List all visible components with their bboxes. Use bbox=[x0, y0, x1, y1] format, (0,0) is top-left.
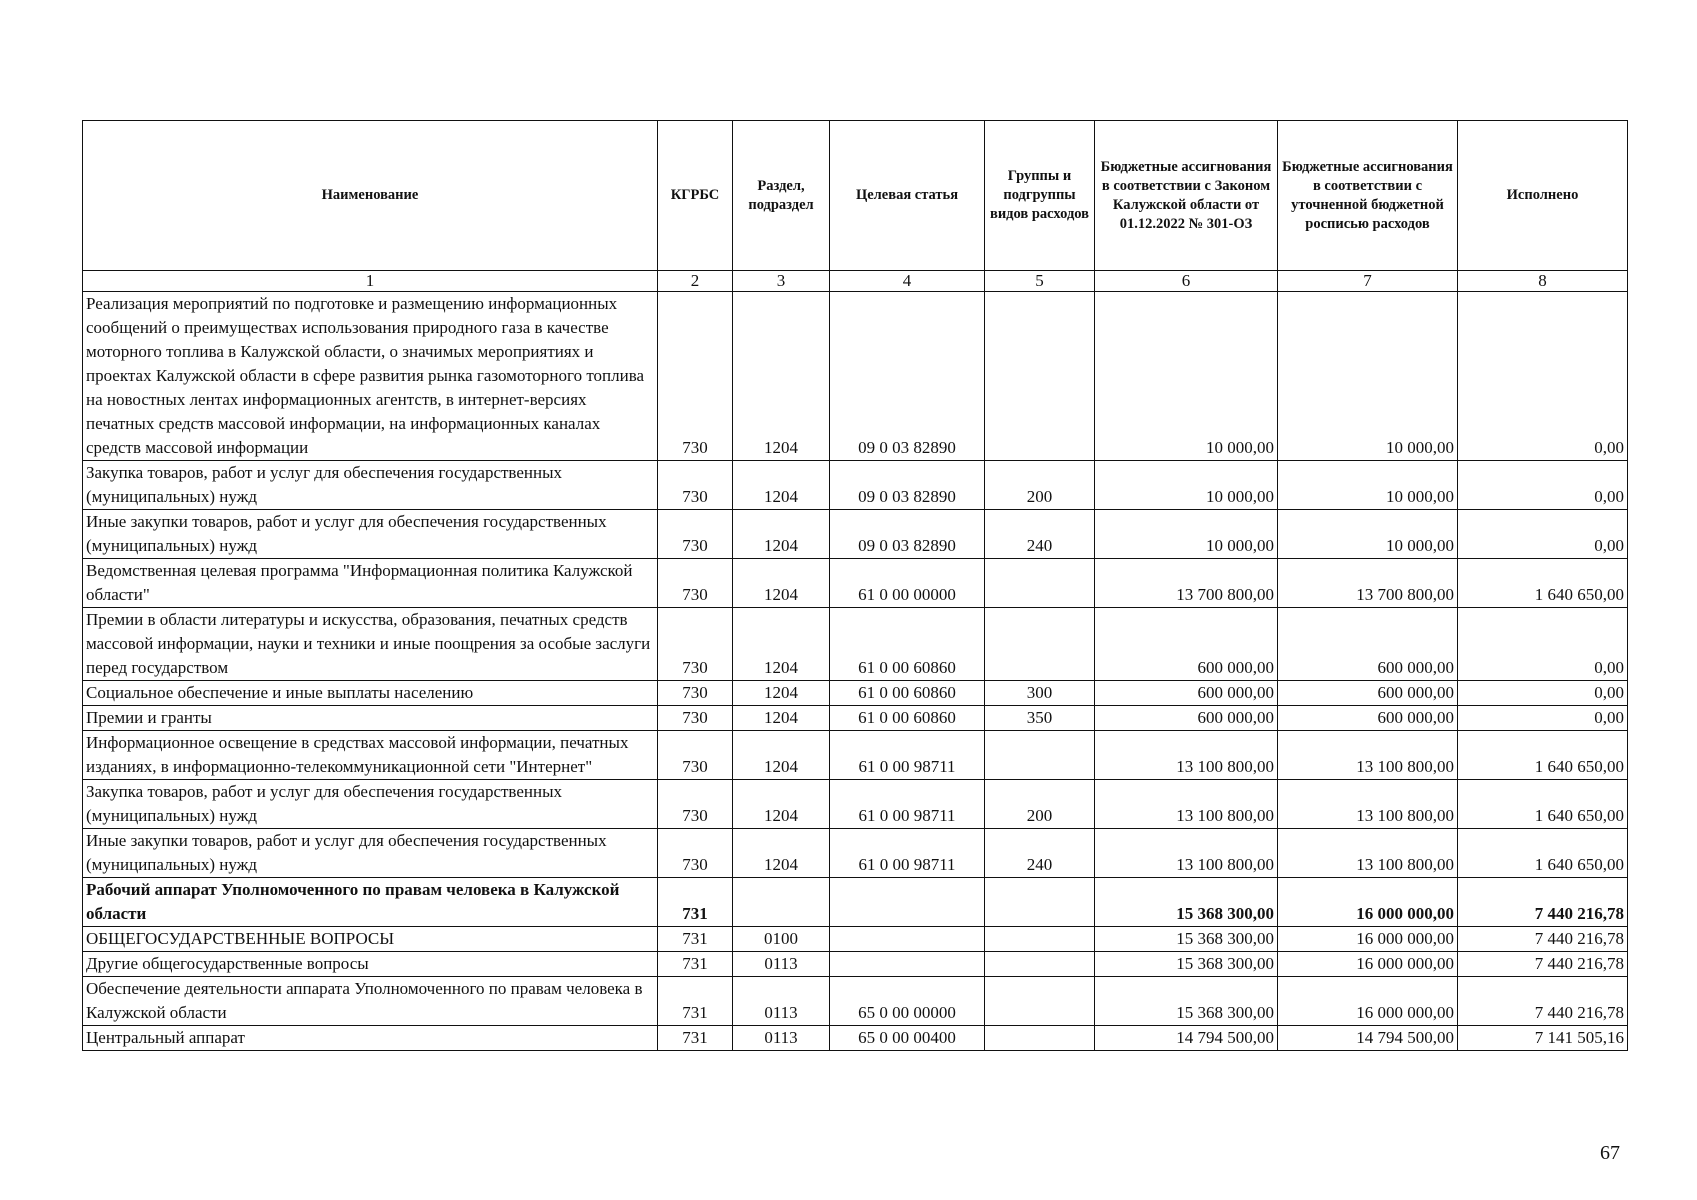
table-row bbox=[83, 927, 1628, 952]
row-target-article: 61 0 00 60860 bbox=[830, 706, 985, 731]
column-number: 1 bbox=[83, 271, 658, 292]
row-refined-allocation: 16 000 000,00 bbox=[1278, 977, 1458, 1026]
table-row bbox=[83, 780, 1628, 829]
row-kgrbs: 730 bbox=[658, 608, 733, 681]
row-name: Центральный аппарат bbox=[83, 1026, 658, 1051]
row-kgrbs: 730 bbox=[658, 829, 733, 878]
row-executed: 0,00 bbox=[1458, 706, 1628, 731]
row-refined-allocation: 14 794 500,00 bbox=[1278, 1026, 1458, 1051]
row-section: 1204 bbox=[733, 731, 830, 780]
row-kgrbs: 730 bbox=[658, 681, 733, 706]
row-section: 1204 bbox=[733, 706, 830, 731]
row-name: Обеспечение деятельности аппарата Уполномоченного по правам человека в Калужской области bbox=[83, 977, 658, 1026]
column-number: 4 bbox=[830, 271, 985, 292]
row-executed: 1 640 650,00 bbox=[1458, 559, 1628, 608]
row-target-article bbox=[830, 952, 985, 977]
row-executed: 0,00 bbox=[1458, 292, 1628, 461]
row-section: 1204 bbox=[733, 510, 830, 559]
row-expense-group bbox=[985, 1026, 1095, 1051]
row-kgrbs: 731 bbox=[658, 1026, 733, 1051]
row-name: Реализация мероприятий по подготовке и размещению информационных сообщений о преимуществах использования природного газа в качестве моторного топлива в Калужской области, о значимых мероприятиях и проектах Калужской области в сфере развития рынка газомоторного топлива на новостных лентах информационных агентств, в интернет-версиях печатных средств массовой информации, на информационных каналах средств массовой информации bbox=[83, 292, 658, 461]
row-refined-allocation: 10 000,00 bbox=[1278, 461, 1458, 510]
header-law-allocation: Бюджетные ассигнования в соответствии с Законом Калужской области от 01.12.2022 № 301-ОЗ bbox=[1095, 121, 1278, 271]
row-section: 1204 bbox=[733, 780, 830, 829]
row-expense-group: 200 bbox=[985, 461, 1095, 510]
row-name: Рабочий аппарат Уполномоченного по правам человека в Калужской области bbox=[83, 878, 658, 927]
row-section: 1204 bbox=[733, 292, 830, 461]
row-expense-group bbox=[985, 927, 1095, 952]
row-name: Премии в области литературы и искусства, образования, печатных средств массовой информации, науки и техники и иные поощрения за особые заслуги перед государством bbox=[83, 608, 658, 681]
row-section: 0113 bbox=[733, 952, 830, 977]
row-refined-allocation: 13 100 800,00 bbox=[1278, 780, 1458, 829]
row-refined-allocation: 600 000,00 bbox=[1278, 608, 1458, 681]
table-row bbox=[83, 461, 1628, 510]
row-kgrbs: 730 bbox=[658, 510, 733, 559]
table-row bbox=[83, 829, 1628, 878]
header-name: Наименование bbox=[83, 121, 658, 271]
row-law-allocation: 10 000,00 bbox=[1095, 292, 1278, 461]
row-expense-group bbox=[985, 608, 1095, 681]
row-law-allocation: 600 000,00 bbox=[1095, 608, 1278, 681]
budget-table bbox=[82, 120, 1628, 1051]
table-row bbox=[83, 608, 1628, 681]
row-name: Информационное освещение в средствах массовой информации, печатных изданиях, в информационно-телекоммуникационной сети "Интернет" bbox=[83, 731, 658, 780]
row-kgrbs: 730 bbox=[658, 292, 733, 461]
row-law-allocation: 15 368 300,00 bbox=[1095, 927, 1278, 952]
column-number: 3 bbox=[733, 271, 830, 292]
row-name: Социальное обеспечение и иные выплаты населению bbox=[83, 681, 658, 706]
row-expense-group: 300 bbox=[985, 681, 1095, 706]
row-target-article bbox=[830, 878, 985, 927]
row-refined-allocation: 13 100 800,00 bbox=[1278, 731, 1458, 780]
row-refined-allocation: 16 000 000,00 bbox=[1278, 878, 1458, 927]
row-law-allocation: 600 000,00 bbox=[1095, 681, 1278, 706]
row-section: 1204 bbox=[733, 608, 830, 681]
table-row bbox=[83, 292, 1628, 461]
row-executed: 1 640 650,00 bbox=[1458, 780, 1628, 829]
row-name: Ведомственная целевая программа "Информационная политика Калужской области" bbox=[83, 559, 658, 608]
row-target-article: 09 0 03 82890 bbox=[830, 510, 985, 559]
row-law-allocation: 10 000,00 bbox=[1095, 461, 1278, 510]
table-row bbox=[83, 681, 1628, 706]
row-name: ОБЩЕГОСУДАРСТВЕННЫЕ ВОПРОСЫ bbox=[83, 927, 658, 952]
row-name: Закупка товаров, работ и услуг для обеспечения государственных (муниципальных) нужд bbox=[83, 461, 658, 510]
row-section: 1204 bbox=[733, 461, 830, 510]
row-law-allocation: 13 100 800,00 bbox=[1095, 731, 1278, 780]
row-law-allocation: 10 000,00 bbox=[1095, 510, 1278, 559]
row-target-article: 09 0 03 82890 bbox=[830, 292, 985, 461]
row-executed: 1 640 650,00 bbox=[1458, 731, 1628, 780]
row-kgrbs: 730 bbox=[658, 461, 733, 510]
row-executed: 0,00 bbox=[1458, 608, 1628, 681]
row-name: Иные закупки товаров, работ и услуг для обеспечения государственных (муниципальных) нужд bbox=[83, 829, 658, 878]
row-refined-allocation: 600 000,00 bbox=[1278, 681, 1458, 706]
row-section: 1204 bbox=[733, 681, 830, 706]
row-executed: 7 440 216,78 bbox=[1458, 952, 1628, 977]
row-expense-group bbox=[985, 977, 1095, 1026]
row-expense-group bbox=[985, 731, 1095, 780]
row-target-article: 09 0 03 82890 bbox=[830, 461, 985, 510]
row-expense-group bbox=[985, 559, 1095, 608]
row-target-article bbox=[830, 927, 985, 952]
row-name: Другие общегосударственные вопросы bbox=[83, 952, 658, 977]
row-target-article: 61 0 00 98711 bbox=[830, 780, 985, 829]
column-number: 7 bbox=[1278, 271, 1458, 292]
row-target-article: 61 0 00 98711 bbox=[830, 731, 985, 780]
row-kgrbs: 731 bbox=[658, 927, 733, 952]
row-expense-group bbox=[985, 952, 1095, 977]
table-row bbox=[83, 559, 1628, 608]
row-law-allocation: 15 368 300,00 bbox=[1095, 878, 1278, 927]
row-refined-allocation: 10 000,00 bbox=[1278, 510, 1458, 559]
row-expense-group: 350 bbox=[985, 706, 1095, 731]
row-kgrbs: 730 bbox=[658, 559, 733, 608]
row-section: 0113 bbox=[733, 977, 830, 1026]
column-number: 6 bbox=[1095, 271, 1278, 292]
row-refined-allocation: 600 000,00 bbox=[1278, 706, 1458, 731]
table-row bbox=[83, 731, 1628, 780]
row-section: 1204 bbox=[733, 559, 830, 608]
column-number: 5 bbox=[985, 271, 1095, 292]
row-section: 0113 bbox=[733, 1026, 830, 1051]
row-expense-group: 240 bbox=[985, 829, 1095, 878]
row-expense-group bbox=[985, 878, 1095, 927]
row-expense-group: 240 bbox=[985, 510, 1095, 559]
header-refined-allocation: Бюджетные ассигнования в соответствии с уточненной бюджетной росписью расходов bbox=[1278, 121, 1458, 271]
row-kgrbs: 730 bbox=[658, 780, 733, 829]
header-kgrbs: КГРБС bbox=[658, 121, 733, 271]
table-body bbox=[83, 292, 1628, 1051]
column-number: 2 bbox=[658, 271, 733, 292]
row-kgrbs: 731 bbox=[658, 878, 733, 927]
row-law-allocation: 14 794 500,00 bbox=[1095, 1026, 1278, 1051]
row-name: Иные закупки товаров, работ и услуг для обеспечения государственных (муниципальных) нужд bbox=[83, 510, 658, 559]
page-number: 67 bbox=[1600, 1142, 1620, 1164]
row-law-allocation: 600 000,00 bbox=[1095, 706, 1278, 731]
row-law-allocation: 15 368 300,00 bbox=[1095, 952, 1278, 977]
row-name: Закупка товаров, работ и услуг для обеспечения государственных (муниципальных) нужд bbox=[83, 780, 658, 829]
table-row bbox=[83, 878, 1628, 927]
row-target-article: 65 0 00 00400 bbox=[830, 1026, 985, 1051]
row-kgrbs: 731 bbox=[658, 977, 733, 1026]
table-row bbox=[83, 952, 1628, 977]
row-law-allocation: 13 100 800,00 bbox=[1095, 829, 1278, 878]
row-refined-allocation: 13 700 800,00 bbox=[1278, 559, 1458, 608]
row-executed: 0,00 bbox=[1458, 681, 1628, 706]
row-executed: 7 440 216,78 bbox=[1458, 927, 1628, 952]
row-refined-allocation: 16 000 000,00 bbox=[1278, 952, 1458, 977]
row-executed: 0,00 bbox=[1458, 461, 1628, 510]
row-name: Премии и гранты bbox=[83, 706, 658, 731]
row-executed: 1 640 650,00 bbox=[1458, 829, 1628, 878]
row-target-article: 61 0 00 60860 bbox=[830, 608, 985, 681]
table-row bbox=[83, 1026, 1628, 1051]
row-refined-allocation: 16 000 000,00 bbox=[1278, 927, 1458, 952]
table-row bbox=[83, 706, 1628, 731]
row-section: 0100 bbox=[733, 927, 830, 952]
row-executed: 0,00 bbox=[1458, 510, 1628, 559]
row-executed: 7 440 216,78 bbox=[1458, 878, 1628, 927]
row-section: 1204 bbox=[733, 829, 830, 878]
row-kgrbs: 731 bbox=[658, 952, 733, 977]
column-number-row bbox=[83, 271, 1628, 292]
row-executed: 7 141 505,16 bbox=[1458, 1026, 1628, 1051]
column-number: 8 bbox=[1458, 271, 1628, 292]
row-refined-allocation: 10 000,00 bbox=[1278, 292, 1458, 461]
row-target-article: 61 0 00 00000 bbox=[830, 559, 985, 608]
row-law-allocation: 15 368 300,00 bbox=[1095, 977, 1278, 1026]
row-expense-group: 200 bbox=[985, 780, 1095, 829]
row-refined-allocation: 13 100 800,00 bbox=[1278, 829, 1458, 878]
row-law-allocation: 13 100 800,00 bbox=[1095, 780, 1278, 829]
table-header bbox=[83, 121, 1628, 292]
row-target-article: 61 0 00 98711 bbox=[830, 829, 985, 878]
row-target-article: 65 0 00 00000 bbox=[830, 977, 985, 1026]
header-executed: Исполнено bbox=[1458, 121, 1628, 271]
row-target-article: 61 0 00 60860 bbox=[830, 681, 985, 706]
header-target-article: Целевая статья bbox=[830, 121, 985, 271]
header-expense-group: Группы и подгруппы видов расходов bbox=[985, 121, 1095, 271]
row-kgrbs: 730 bbox=[658, 706, 733, 731]
table-row bbox=[83, 977, 1628, 1026]
header-section: Раздел, подраздел bbox=[733, 121, 830, 271]
row-kgrbs: 730 bbox=[658, 731, 733, 780]
header-row bbox=[83, 121, 1628, 271]
row-section bbox=[733, 878, 830, 927]
row-executed: 7 440 216,78 bbox=[1458, 977, 1628, 1026]
table-row bbox=[83, 510, 1628, 559]
row-expense-group bbox=[985, 292, 1095, 461]
row-law-allocation: 13 700 800,00 bbox=[1095, 559, 1278, 608]
